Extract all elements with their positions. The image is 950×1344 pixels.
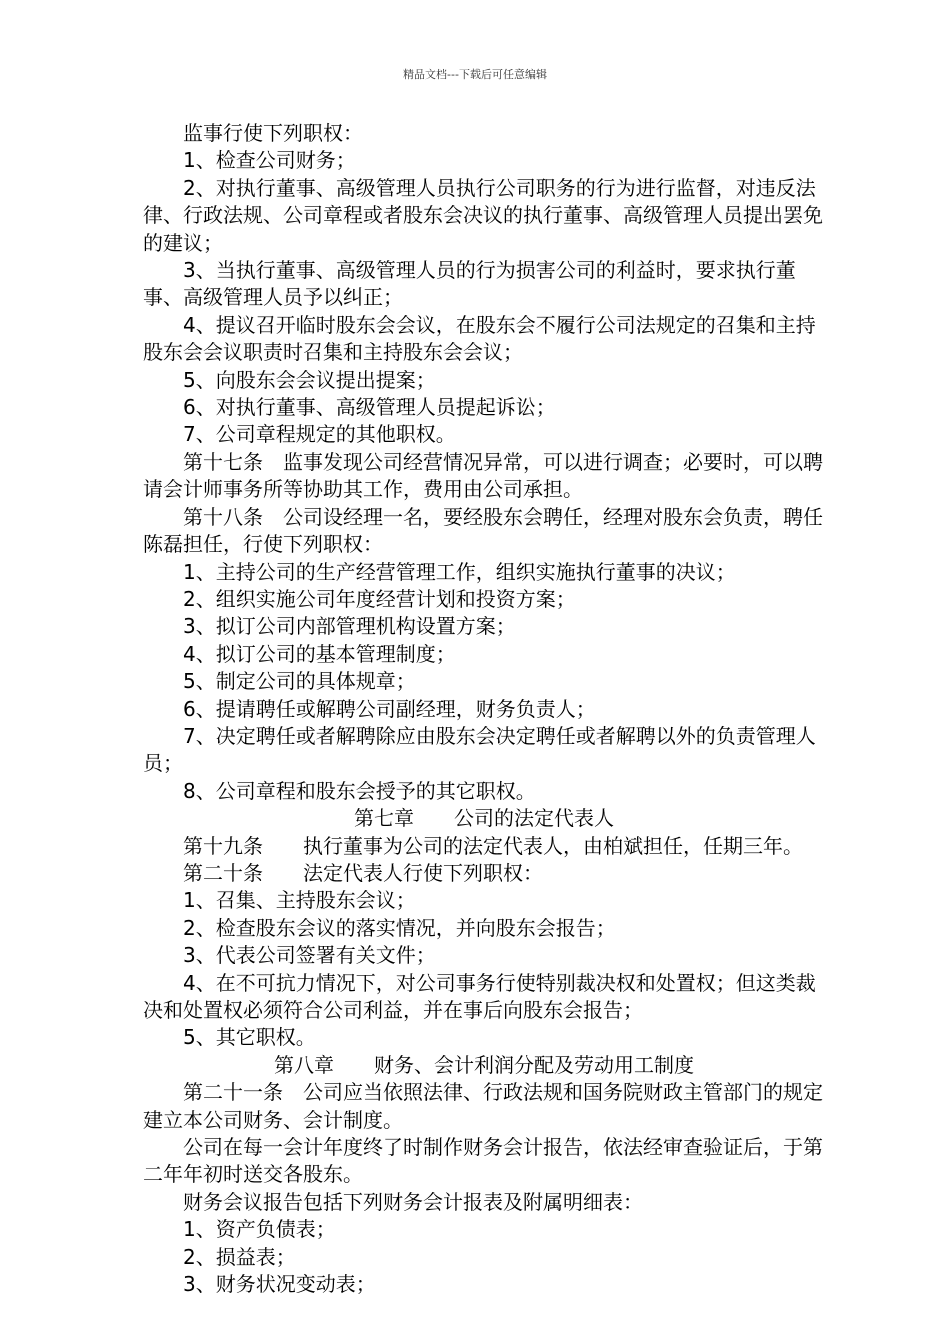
article-17: 第十七条 监事发现公司经营情况异常，可以进行调查；必要时，可以聘请会计师事务所等协助其工作，费用由公司承担。 bbox=[143, 449, 823, 502]
paragraph: 监事行使下列职权： bbox=[183, 121, 363, 145]
paragraph: 公司在每一会计年度终了时制作财务会计报告，依法经审查验证后，于第二年年初时送交各股东。 bbox=[143, 1135, 823, 1187]
paragraph: 1、检查公司财务； bbox=[183, 148, 356, 173]
paragraph: 1、召集、主持股东会议； bbox=[183, 888, 416, 913]
paragraph: 5、其它职权。 bbox=[183, 1025, 316, 1050]
paragraph: 3、拟订公司内部管理机构设置方案； bbox=[183, 614, 516, 639]
paragraph: 2、检查股东会议的落实情况，并向股东会报告； bbox=[183, 915, 616, 940]
paragraph: 4、提议召开临时股东会会议，在股东会不履行公司法规定的召集和主持股东会会议职责时召集和主持股东会会议； bbox=[143, 312, 816, 365]
page-header: 精品文档---下载后可任意编辑 bbox=[403, 68, 547, 81]
article-21: 第二十一条 公司应当依照法律、行政法规和国务院财政主管部门的规定建立本公司财务、会计制度。 bbox=[143, 1080, 823, 1132]
paragraph: 1、主持公司的生产经营管理工作，组织实施执行董事的决议； bbox=[183, 559, 736, 584]
chapter-8-heading: 第八章 财务、会计利润分配及劳动用工制度 bbox=[274, 1052, 694, 1077]
paragraph: 7、公司章程规定的其他职权。 bbox=[183, 422, 456, 447]
paragraph: 6、对执行董事、高级管理人员提起诉讼； bbox=[183, 395, 556, 420]
paragraph: 3、代表公司签署有关文件； bbox=[183, 943, 436, 968]
paragraph: 4、拟订公司的基本管理制度； bbox=[183, 641, 456, 666]
paragraph: 3、财务状况变动表； bbox=[183, 1272, 376, 1297]
paragraph: 2、对执行董事、高级管理人员执行公司职务的行为进行监督，对违反法律、行政法规、公司章程或者股东会决议的执行董事、高级管理人员提出罢免的建议； bbox=[143, 175, 823, 255]
paragraph: 7、决定聘任或者解聘除应由股东会决定聘任或者解聘以外的负责管理人员； bbox=[143, 723, 816, 776]
paragraph: 8、公司章程和股东会授予的其它职权。 bbox=[183, 778, 536, 803]
paragraph: 4、在不可抗力情况下，对公司事务行使特别裁决权和处置权；但这类裁决和处置权必须符合公司利益，并在事后向股东会报告； bbox=[143, 970, 816, 1022]
paragraph: 5、向股东会会议提出提案； bbox=[183, 367, 436, 392]
paragraph: 2、损益表； bbox=[183, 1244, 296, 1269]
paragraph: 2、组织实施公司年度经营计划和投资方案； bbox=[183, 586, 576, 611]
chapter-7-heading: 第七章 公司的法定代表人 bbox=[354, 806, 614, 831]
document-body bbox=[143, 120, 825, 1298]
paragraph: 5、制定公司的具体规章； bbox=[183, 669, 416, 694]
paragraph: 6、提请聘任或解聘公司副经理，财务负责人； bbox=[183, 696, 596, 721]
article-19: 第十九条 执行董事为公司的法定代表人，由柏斌担任，任期三年。 bbox=[183, 833, 803, 858]
article-18: 第十八条 公司设经理一名，要经股东会聘任，经理对股东会负责，聘任陈磊担任，行使下列职权： bbox=[143, 504, 823, 557]
paragraph: 1、资产负债表； bbox=[183, 1217, 336, 1242]
paragraph: 3、当执行董事、高级管理人员的行为损害公司的利益时，要求执行董事、高级管理人员予以纠正； bbox=[143, 258, 796, 310]
article-20: 第二十条 法定代表人行使下列职权： bbox=[183, 860, 543, 885]
paragraph: 财务会议报告包括下列财务会计报表及附属明细表： bbox=[183, 1189, 643, 1214]
